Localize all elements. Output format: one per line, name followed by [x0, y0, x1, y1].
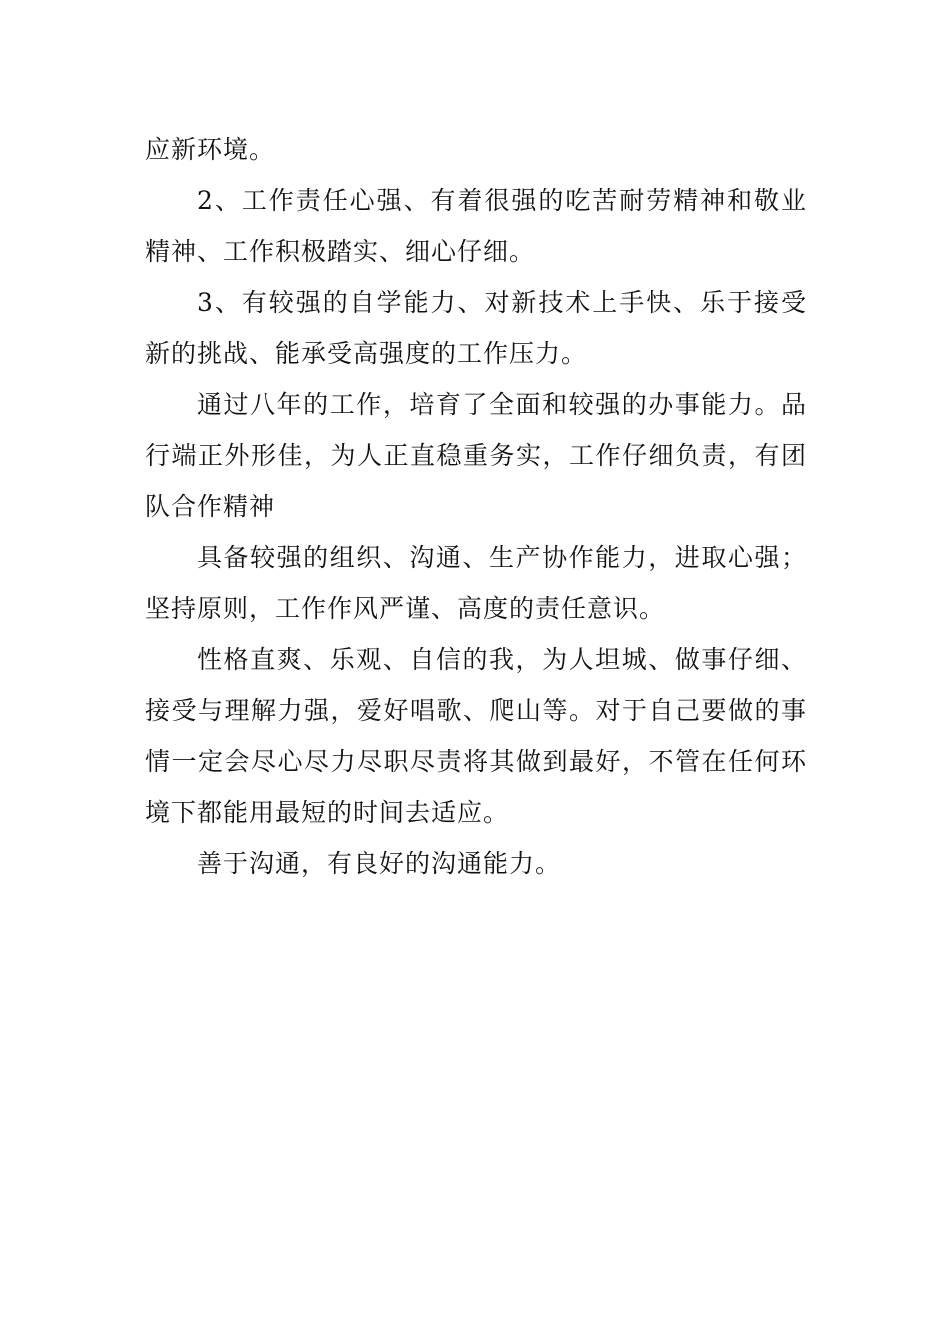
document-body: [145, 124, 807, 889]
paragraph-work-experience: 通过八年的工作，培育了全面和较强的办事能力。品行端正外形佳，为人正直稳重务实，工作仔细负责，有团队合作精神: [145, 390, 807, 521]
paragraph-personality: 性格直爽、乐观、自信的我，为人坦城、做事仔细、接受与理解力强，爱好唱歌、爬山等。对于自己要做的事情一定会尽心尽力尽职尽责将其做到最好，不管在任何环境下都能用最短的时间去适应。: [145, 645, 807, 827]
paragraph-item-2: 2、工作责任心强、有着很强的吃苦耐劳精神和敬业精神、工作积极踏实、细心仔细。: [145, 186, 807, 266]
paragraph-abilities: 具备较强的组织、沟通、生产协作能力，进取心强；坚持原则，工作作风严谨、高度的责任意识。: [145, 543, 807, 623]
paragraph-continuation: 应新环境。: [145, 135, 276, 164]
paragraph-communication: 善于沟通，有良好的沟通能力。: [197, 849, 562, 878]
paragraph-item-3: 3、有较强的自学能力、对新技术上手快、乐于接受新的挑战、能承受高强度的工作压力。: [145, 288, 807, 368]
